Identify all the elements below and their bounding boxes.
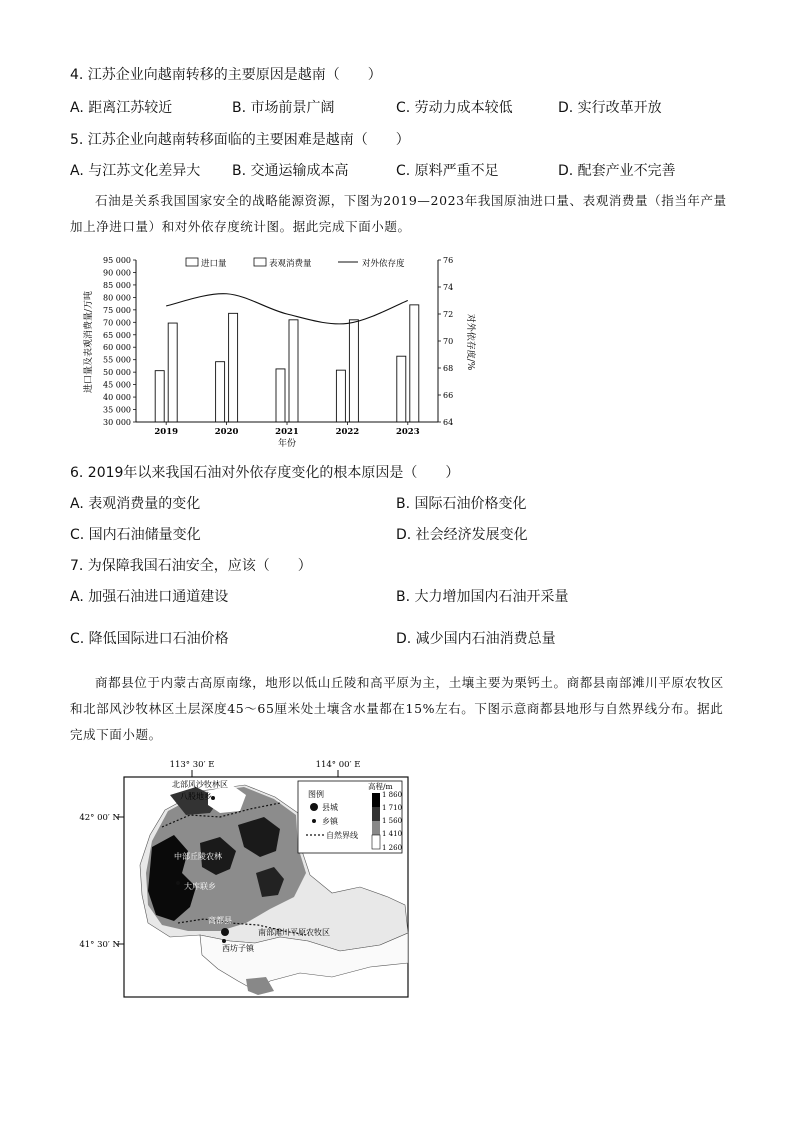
bar-import-2021: [276, 369, 285, 422]
x-tick-label-2019: 2019: [154, 427, 179, 437]
elevation-title: 高程/m: [368, 782, 393, 791]
map-lat-label-1: 42° 00′ N: [79, 813, 120, 823]
legend-town-symbol: [312, 819, 316, 823]
label-south-region: 南部滩川平原农牧区: [258, 928, 330, 937]
oil-import-chart: [80, 250, 480, 450]
y-tick-label: 85 000: [103, 280, 131, 290]
y-tick-label: 50 000: [103, 368, 131, 378]
intro-paragraph-oil: 石油是关系我国国家安全的战略能源资源，下图为2019—2023年我国原油进口量、表观消费量（指当年产量加上净进口量）和对外依存度统计图。据此完成下面小题。: [70, 193, 727, 234]
q7-option-b: B. 大力增加国内石油开采量: [396, 589, 569, 605]
county-seat-point: [221, 928, 229, 936]
elev-value-2: 1 710: [382, 804, 403, 812]
legend-swatch-import: [186, 258, 198, 266]
y2-axis-ticks: [438, 256, 453, 427]
chart-bars: [155, 305, 419, 422]
y-tick-label: 40 000: [103, 393, 131, 403]
legend-swatch-consumption: [254, 258, 266, 266]
x-axis-ticks: [154, 422, 419, 437]
elev-band-1: [372, 793, 380, 807]
question-7-stem: 7. 为保障我国石油安全，应该（ ）: [70, 558, 312, 574]
q6-option-d: D. 社会经济发展变化: [396, 527, 528, 543]
question-4-stem: 4. 江苏企业向越南转移的主要原因是越南（ ）: [70, 67, 382, 83]
y-tick-label: 55 000: [103, 355, 131, 365]
town-point-2: [176, 881, 180, 885]
q4-option-b: B. 市场前景广阔: [232, 100, 335, 116]
x-tick-label-2022: 2022: [335, 427, 360, 437]
elev-band-3: [372, 821, 380, 835]
bar-consumption-2020: [229, 313, 238, 422]
dependency-line: [166, 294, 408, 324]
y-tick-label: 75 000: [103, 305, 131, 315]
elev-value-1: 1 860: [382, 791, 403, 799]
legend-label-consumption: 表观消费量: [269, 259, 312, 269]
elev-value-3: 1 560: [382, 817, 403, 825]
map-lon-label-1: 113° 30′ E: [169, 760, 215, 770]
y-tick-label: 90 000: [103, 268, 131, 278]
bar-import-2020: [216, 362, 225, 422]
map-lon-label-2: 114° 00′ E: [315, 760, 361, 770]
q4-option-c: C. 劳动力成本较低: [396, 100, 513, 116]
town-point-3: [222, 939, 226, 943]
label-county-seat: 商都县: [208, 916, 232, 925]
y-tick-label: 70 000: [103, 318, 131, 328]
label-xifangzi-town: 西坊子镇: [222, 944, 254, 953]
y-axis-label: 进口量及表观消费量/万吨: [84, 290, 94, 394]
bar-consumption-2019: [168, 323, 177, 422]
elev-value-5: 1 260: [382, 844, 403, 852]
legend-county-symbol: [310, 803, 318, 811]
y-tick-label: 80 000: [103, 293, 131, 303]
y-tick-label: 45 000: [103, 380, 131, 390]
label-dakulian-town: 大库联乡: [184, 882, 216, 891]
q4-option-a: A. 距离江苏较近: [70, 100, 173, 116]
legend-title: 图例: [308, 790, 324, 799]
y-tick-label: 30 000: [103, 418, 131, 427]
y-tick-label: 65 000: [103, 330, 131, 340]
x-tick-label-2021: 2021: [275, 427, 299, 437]
y-tick-label: 35 000: [103, 405, 131, 415]
y2-tick-label: 64: [443, 418, 454, 427]
y-tick-label: 95 000: [103, 256, 131, 265]
y2-tick-label: 72: [443, 310, 454, 319]
y2-tick-label: 68: [443, 364, 454, 373]
y2-tick-label: 70: [443, 337, 454, 346]
q6-option-b: B. 国际石油价格变化: [396, 496, 527, 512]
elev-band-4: [372, 835, 380, 849]
legend-boundary-label: 自然界线: [326, 831, 358, 840]
q4-option-d: D. 实行改革开放: [558, 100, 662, 116]
legend-town-label: 乡镇: [322, 817, 338, 826]
y-tick-label: 60 000: [103, 343, 131, 353]
label-mid-region: 中部丘陵农林: [174, 852, 222, 861]
elev-band-2: [372, 807, 380, 821]
q5-option-b: B. 交通运输成本高: [232, 163, 349, 179]
x-tick-label-2023: 2023: [395, 427, 420, 437]
bar-consumption-2021: [289, 320, 298, 422]
q6-option-c: C. 国内石油储量变化: [70, 527, 201, 543]
x-tick-label-2020: 2020: [214, 427, 239, 437]
q5-option-d: D. 配套产业不完善: [558, 163, 676, 179]
question-5-stem: 5. 江苏企业向越南转移面临的主要困难是越南（ ）: [70, 132, 410, 148]
x-axis-label: 年份: [277, 439, 297, 449]
y2-axis-label: 对外依存度/%: [465, 313, 475, 371]
bar-import-2019: [155, 371, 164, 422]
q7-option-d: D. 减少国内石油消费总量: [396, 631, 556, 647]
y2-tick-label: 66: [443, 391, 454, 400]
elev-value-4: 1 410: [382, 830, 403, 838]
q7-option-a: A. 加强石油进口通道建设: [70, 589, 229, 605]
intro-paragraph-shangdu: 商都县位于内蒙古高原南缘，地形以低山丘陵和高平原为主，土壤主要为栗钙土。商都县南部滩川平原农牧区和北部风沙牧林区土层深度45～65厘米处土壤含水量都在15%左右。下图示意商都县地形与自然界线分布。据此完成下面小题。: [70, 675, 724, 742]
map-lat-label-2: 41° 30′ N: [79, 940, 120, 950]
shangdu-terrain-map: [70, 755, 430, 1005]
q7-option-c: C. 降低国际进口石油价格: [70, 631, 229, 647]
y2-tick-label: 74: [443, 283, 454, 292]
label-north-region: 北部风沙牧林区: [172, 780, 228, 789]
q5-option-c: C. 原料严重不足: [396, 163, 499, 179]
q6-option-a: A. 表观消费量的变化: [70, 496, 201, 512]
legend-label-dependency: 对外依存度: [362, 259, 405, 269]
label-badi-town: 八股地乡: [180, 792, 212, 801]
bar-consumption-2022: [349, 320, 358, 422]
bar-import-2023: [397, 356, 406, 422]
y2-tick-label: 76: [443, 256, 454, 265]
legend-label-import: 进口量: [201, 259, 227, 269]
y-axis-ticks: [103, 256, 136, 427]
q5-option-a: A. 与江苏文化差异大: [70, 163, 201, 179]
bar-import-2022: [336, 370, 345, 422]
legend-county-label: 县城: [322, 803, 338, 812]
bar-consumption-2023: [410, 305, 419, 422]
question-6-stem: 6. 2019年以来我国石油对外依存度变化的根本原因是（ ）: [70, 465, 460, 481]
